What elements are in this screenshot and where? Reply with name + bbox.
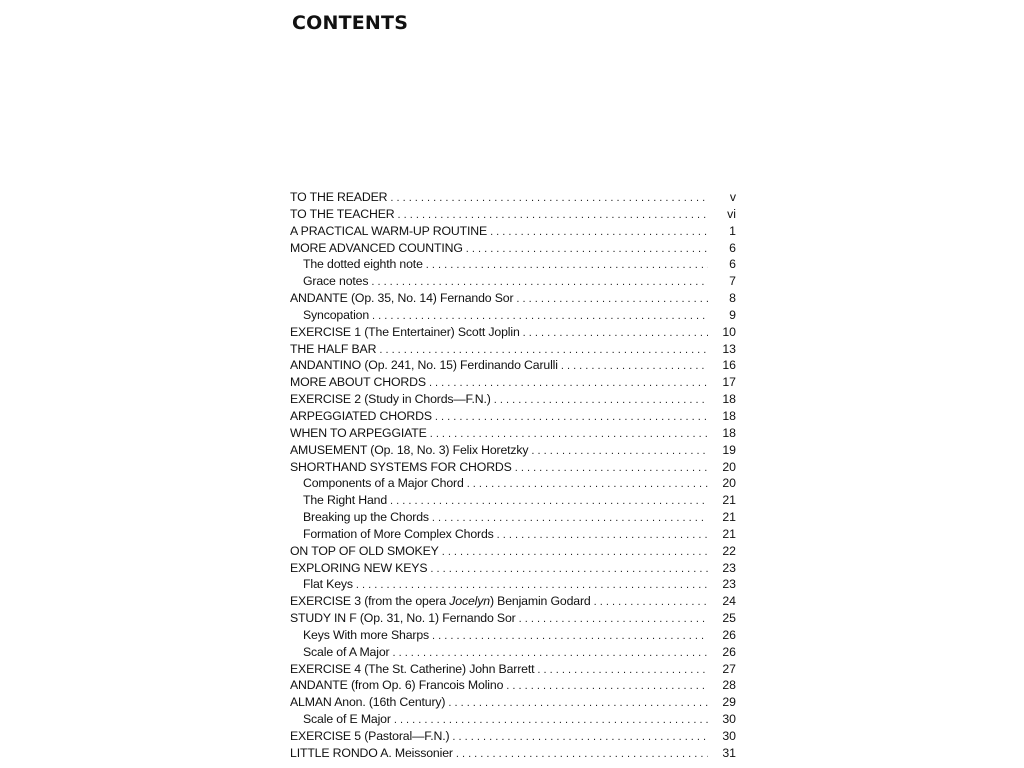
toc-entry-label: EXERCISE 5 (Pastoral—F.N.)	[290, 729, 450, 743]
toc-entry-label: LITTLE RONDO A. Meissonier	[290, 745, 453, 760]
toc-entry-page-number: 1	[729, 223, 736, 238]
dot-leader	[379, 342, 708, 359]
toc-entry-label: EXERCISE 1 (The Entertainer) Scott Joplin	[290, 324, 520, 339]
dot-leader	[516, 291, 708, 308]
toc-subentry	[290, 509, 736, 526]
toc-entry-page-number: 9	[729, 307, 736, 322]
dot-leader	[430, 561, 708, 578]
toc-subentry	[290, 627, 736, 644]
dot-leader	[561, 358, 708, 375]
dot-leader	[372, 308, 708, 325]
toc-entry-label: ARPEGGIATED CHORDS	[290, 408, 432, 423]
toc-subentry	[290, 492, 736, 509]
toc-entry-page-number: 26	[722, 627, 736, 642]
toc-subentry	[290, 526, 736, 543]
toc-subentry	[290, 711, 736, 728]
toc-subentry	[290, 256, 736, 273]
toc-entry-label: Syncopation	[303, 307, 370, 322]
toc-entry-label: The dotted eighth note	[303, 257, 423, 272]
toc-entry-label: SHORTHAND SYSTEMS FOR CHORDS	[290, 459, 512, 474]
toc-entry-page-number: 10	[722, 324, 736, 339]
toc-entry-page-number: 13	[722, 341, 736, 356]
toc-entry-page-number: 8	[729, 291, 736, 306]
dot-leader	[390, 493, 708, 510]
dot-leader	[497, 527, 708, 544]
toc-entry-label: TO THE TEACHER	[290, 206, 395, 221]
dot-leader	[398, 207, 709, 224]
toc-entry-label: Components of a Major Chord	[303, 476, 464, 491]
dot-leader	[523, 325, 708, 342]
toc-entry	[290, 206, 736, 223]
toc-entry	[290, 560, 736, 577]
toc-entry-page-number: 18	[722, 425, 736, 440]
toc-entry	[290, 425, 736, 442]
dot-leader	[442, 544, 708, 561]
toc-entry-page-number: 18	[722, 408, 736, 423]
toc-entry-page-number: 30	[722, 729, 736, 743]
toc-entry	[290, 677, 736, 694]
toc-entry	[290, 543, 736, 560]
dot-leader	[371, 274, 708, 291]
table-of-contents	[290, 189, 736, 762]
toc-entry-page-number: 21	[722, 510, 736, 525]
toc-subentry	[290, 475, 736, 492]
toc-entry	[290, 240, 736, 257]
toc-entry-label: ANDANTE (Op. 35, No. 14) Fernando Sor	[290, 291, 514, 306]
toc-entry-page-number: 25	[722, 611, 736, 626]
toc-entry-label: Flat Keys	[303, 577, 353, 592]
toc-entry-page-number: 20	[722, 459, 736, 474]
dot-leader	[430, 426, 708, 443]
toc-entry-page-number: 6	[729, 240, 736, 255]
toc-entry-page-number: 6	[729, 257, 736, 272]
toc-entry-page-number: 26	[722, 644, 736, 659]
toc-entry-label: EXERCISE 3 (from the opera Jocelyn) Benjamin Godard	[290, 594, 591, 609]
toc-entry-label: Grace notes	[303, 274, 369, 289]
toc-entry-page-number: vi	[727, 206, 736, 221]
toc-entry	[290, 290, 736, 307]
toc-entry-page-number: 31	[722, 745, 736, 760]
toc-entry	[290, 745, 736, 762]
dot-leader	[456, 746, 708, 763]
dot-leader	[394, 712, 708, 729]
toc-entry-label: EXPLORING NEW KEYS	[290, 560, 428, 575]
dot-leader	[594, 594, 708, 611]
dot-leader	[466, 241, 708, 258]
dot-leader	[390, 190, 708, 207]
dot-leader	[392, 645, 708, 662]
toc-entry-label: ON TOP OF OLD SMOKEY	[290, 543, 439, 558]
dot-leader	[356, 577, 708, 594]
toc-entry	[290, 728, 736, 745]
toc-entry	[290, 408, 736, 425]
toc-entry-page-number: 19	[722, 442, 736, 457]
toc-entry-page-number: 7	[729, 274, 736, 289]
toc-entry	[290, 593, 736, 610]
toc-entry-label: STUDY IN F (Op. 31, No. 1) Fernando Sor	[290, 611, 516, 626]
page-title: CONTENTS	[292, 12, 409, 34]
toc-entry	[290, 341, 736, 358]
dot-leader	[452, 729, 708, 746]
toc-entry-label: ANDANTINO (Op. 241, No. 15) Ferdinando Carulli	[290, 358, 558, 373]
dot-leader	[531, 443, 708, 460]
dot-leader	[432, 628, 708, 645]
toc-entry-page-number: 21	[722, 493, 736, 508]
toc-entry-label: A PRACTICAL WARM-UP ROUTINE	[290, 223, 488, 238]
toc-entry	[290, 357, 736, 374]
toc-entry-label: TO THE READER	[290, 190, 388, 204]
toc-entry-label: AMUSEMENT (Op. 18, No. 3) Felix Horetzky	[290, 442, 529, 457]
toc-entry-label: WHEN TO ARPEGGIATE	[290, 425, 427, 440]
toc-entry-label: ALMAN Anon. (16th Century)	[290, 695, 446, 710]
dot-leader	[506, 678, 708, 695]
toc-entry	[290, 391, 736, 408]
toc-entry-label: Keys With more Sharps	[303, 627, 430, 642]
toc-entry-page-number: 24	[722, 594, 736, 609]
toc-entry	[290, 374, 736, 391]
dot-leader	[448, 695, 708, 712]
toc-subentry	[290, 273, 736, 290]
dot-leader	[519, 611, 708, 628]
toc-entry-label: Breaking up the Chords	[303, 510, 429, 525]
toc-entry-page-number: 18	[722, 392, 736, 407]
toc-entry	[290, 442, 736, 459]
toc-entry-page-number: 27	[722, 661, 736, 676]
toc-entry-page-number: v	[729, 190, 736, 204]
dot-leader	[435, 409, 708, 426]
toc-entry-page-number: 22	[722, 543, 736, 558]
toc-entry-label: Scale of E Major	[303, 712, 391, 727]
toc-entry	[290, 459, 736, 476]
toc-entry	[290, 189, 736, 206]
dot-leader	[494, 392, 708, 409]
toc-entry-label: ANDANTE (from Op. 6) Francois Molino	[290, 678, 504, 693]
toc-entry	[290, 324, 736, 341]
toc-entry-label: THE HALF BAR	[290, 341, 377, 356]
toc-entry-label: EXERCISE 4 (The St. Catherine) John Barrett	[290, 661, 535, 676]
toc-entry-page-number: 17	[722, 375, 736, 390]
toc-entry	[290, 694, 736, 711]
toc-entry	[290, 661, 736, 678]
toc-subentry	[290, 307, 736, 324]
dot-leader	[490, 224, 708, 241]
toc-entry	[290, 610, 736, 627]
dot-leader	[537, 662, 708, 679]
toc-entry-label: EXERCISE 2 (Study in Chords—F.N.)	[290, 392, 491, 407]
dot-leader	[432, 510, 708, 527]
toc-entry-label: MORE ABOUT CHORDS	[290, 375, 426, 390]
toc-subentry	[290, 576, 736, 593]
toc-entry-page-number: 23	[722, 577, 736, 592]
dot-leader	[467, 476, 708, 493]
dot-leader	[515, 460, 708, 477]
toc-subentry	[290, 644, 736, 661]
toc-entry-page-number: 23	[722, 560, 736, 575]
toc-entry-page-number: 28	[722, 678, 736, 693]
toc-entry-page-number: 20	[722, 476, 736, 491]
toc-entry-label: The Right Hand	[303, 493, 388, 508]
toc-entry-label: MORE ADVANCED COUNTING	[290, 240, 463, 255]
toc-entry-page-number: 29	[722, 695, 736, 710]
dot-leader	[429, 375, 708, 392]
toc-entry-label: Scale of A Major	[303, 644, 390, 659]
toc-entry	[290, 223, 736, 240]
toc-entry-page-number: 21	[722, 526, 736, 541]
toc-entry-page-number: 16	[722, 358, 736, 373]
toc-entry-page-number: 30	[722, 712, 736, 727]
dot-leader	[426, 257, 708, 274]
toc-entry-label: Formation of More Complex Chords	[303, 526, 494, 541]
